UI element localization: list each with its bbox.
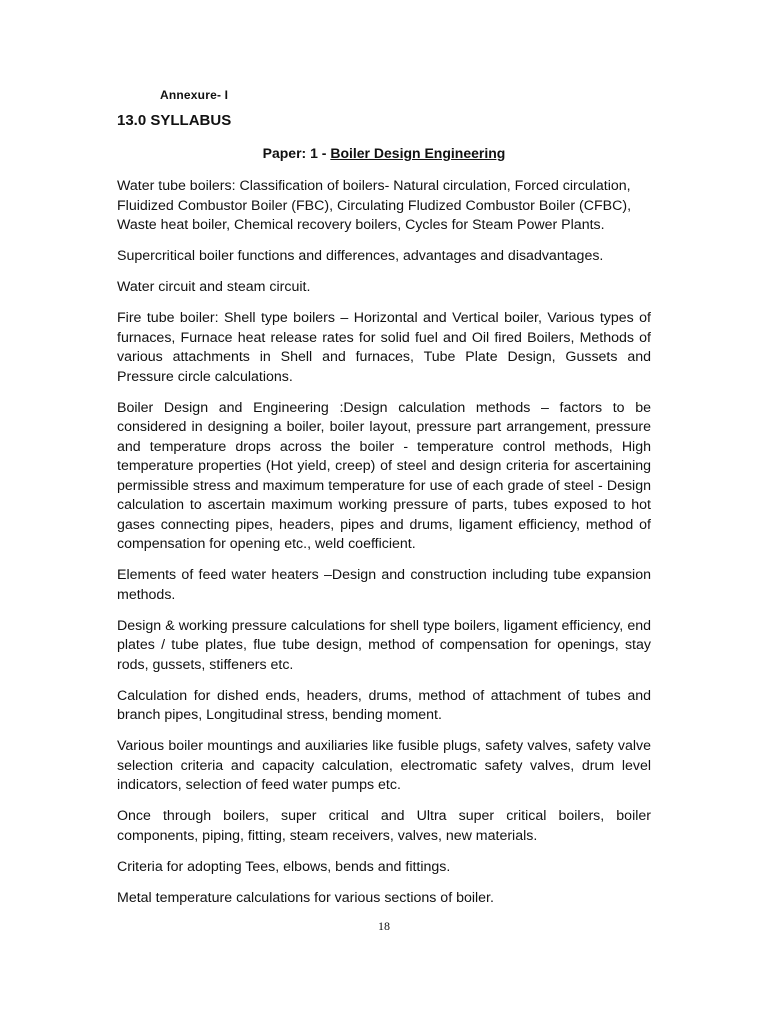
paragraph-boiler-design-engineering: Boiler Design and Engineering :Design calculation methods – factors to be considered in designing a boiler, boiler layout, pressure part arrangement, pressure and temperature drops across the boiler - temperature control methods, High temperature properties (Hot yield, creep) of steel and design criteria for ascertaining permissible stress and maximum temperature for use of each grade of steel - Design calculation to ascertain maximum working pressure of parts, tubes exposed to hot gases connecting pipes, headers, pipes and drums, ligament efficiency, method of compensation for opening etc., weld coefficient. <box>117 399 651 552</box>
paragraph-water-steam-circuit: Water circuit and steam circuit. <box>117 279 311 295</box>
paragraph-once-through-boilers: Once through boilers, super critical and Ultra super critical boilers, boiler components, piping, fitting, steam receivers, valves, new materials. <box>117 808 651 844</box>
paragraph-feed-water-heaters: Elements of feed water heaters –Design and construction including tube expansion methods. <box>117 567 651 603</box>
paper-title <box>0 145 768 161</box>
paragraph-metal-temperature: Metal temperature calculations for various sections of boiler. <box>117 889 494 906</box>
paragraph-water-tube-boilers: Water tube boilers: Classification of boilers- Natural circulation, Forced circulation, Fluidized Combustor Boiler (FBC), Circulating Fludized Combustor Boiler (CFBC), Waste heat boiler, Chemical recovery boilers, Cycles for Steam Power Plants. <box>117 178 632 233</box>
paper-name: Boiler Design Engineering <box>330 145 506 161</box>
paragraph-tees-elbows: Criteria for adopting Tees, elbows, bends and fittings. <box>117 858 451 875</box>
syllabus-body <box>117 177 651 920</box>
paragraph-supercritical-boiler: Supercritical boiler functions and differences, advantages and disadvantages. <box>117 248 604 264</box>
annexure-label: Annexure- I <box>160 88 229 102</box>
paragraph-boiler-mountings: Various boiler mountings and auxiliaries like fusible plugs, safety valves, safety valve selection criteria and capacity calculation, electromatic safety valves, drum level indicators, selection of feed water pumps etc. <box>117 738 651 793</box>
paragraph-fire-tube-boiler: Fire tube boiler: Shell type boilers – Horizontal and Vertical boiler, Various types of furnaces, Furnace heat release rates for solid fuel and Oil fired Boilers, Methods of various attachments in Shell and furnaces, Tube Plate Design, Gussets and Pressure circle calculations. <box>117 310 651 385</box>
paper-prefix: Paper: 1 - <box>262 145 331 161</box>
paragraph-dished-ends: Calculation for dished ends, headers, drums, method of attachment of tubes and branch pipes, Longitudinal stress, bending moment. <box>117 687 651 723</box>
paragraph-working-pressure-calculations: Design & working pressure calculations for shell type boilers, ligament efficiency, end plates / tube plates, flue tube design, method of compensation for openings, stay rods, gussets, stiffeners etc. <box>117 617 651 673</box>
section-title: 13.0 SYLLABUS <box>117 112 232 129</box>
page-number: 18 <box>378 919 390 933</box>
